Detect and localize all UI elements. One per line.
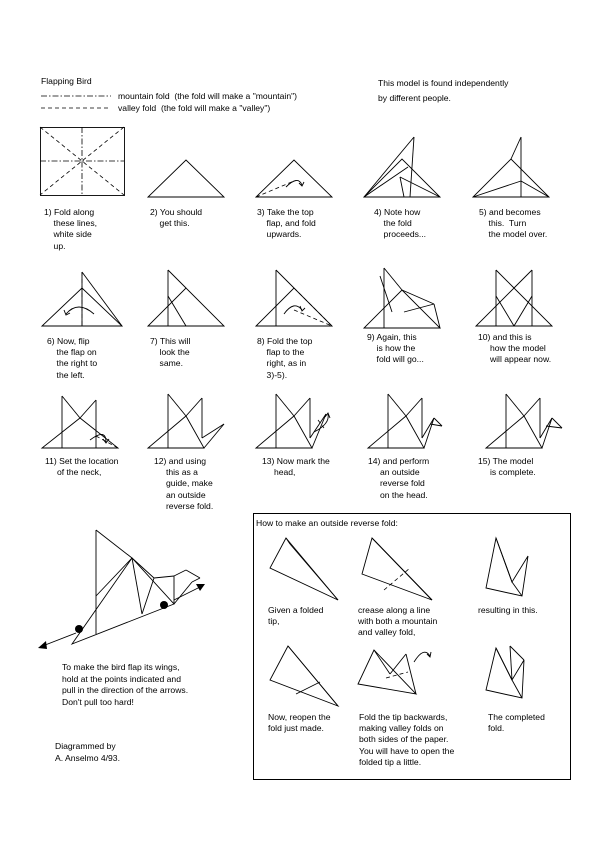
step-4-caption: 4) Note how the fold proceeds...: [374, 207, 427, 240]
step-7-caption: 7) This will look the same.: [150, 336, 191, 369]
step-6-caption: 6) Now, flip the flap on the right to the left.: [47, 336, 98, 380]
howto-step-2-figure: [358, 538, 438, 606]
step-13-caption: 13) Now mark the head,: [262, 456, 330, 478]
step-10-caption: 10) and this is how the model will appear now.: [478, 332, 552, 365]
legend-valley-fold: valley fold (the fold will make a "valley"): [118, 103, 271, 113]
step-2-figure: [148, 159, 226, 199]
flapping-bird-figure: [34, 530, 244, 655]
step-13-figure: [256, 394, 336, 450]
howto-step-2-caption: crease along a line with both a mountain and valley fold,: [358, 605, 438, 638]
diagram-title: Flapping Bird: [41, 76, 92, 86]
flap-instructions: To make the bird flap its wings, hold at the points indicated and pull in the direction of the arrows. Don't pull too hard!: [62, 662, 189, 707]
step-9-caption: 9) Again, this is how the fold will go...: [367, 332, 424, 365]
step-3-figure: [256, 159, 334, 199]
step-12-caption: 12) and using this as a guide, make an outside reverse fold.: [154, 456, 214, 511]
step-14-caption: 14) and perform an outside reverse fold on the head.: [368, 456, 430, 500]
step-5-caption: 5) and becomes this. Turn the model over.: [479, 207, 548, 240]
step-6-figure: [42, 272, 124, 328]
pull-arrow-right: [196, 584, 205, 591]
step-14-figure: [368, 394, 448, 450]
credit: Diagrammed by A. Anselmo 4/93.: [55, 741, 120, 763]
howto-step-3-figure: [484, 538, 544, 598]
step-12-figure: [148, 394, 228, 450]
howto-step-3-caption: resulting in this.: [478, 605, 538, 615]
howto-step-1-caption: Given a folded tip,: [268, 605, 324, 627]
step-5-figure: [473, 137, 553, 199]
howto-step-4-figure: [266, 646, 346, 710]
step-4-figure: [364, 137, 444, 199]
howto-step-4-caption: Now, reopen the fold just made.: [268, 712, 331, 734]
howto-step-5-caption: Fold the tip backwards, making valley folds on both sides of the paper. You will have to open the folded tip a little.: [359, 712, 455, 767]
step-2-caption: 2) You should get this.: [150, 207, 203, 229]
step-15-figure: [486, 394, 566, 450]
step-3-caption: 3) Take the top flap, and fold upwards.: [257, 207, 316, 240]
header-note: This model is found independently by different people.: [378, 78, 509, 103]
step-8-caption: 8) Fold the top flap to the right, as in 3)-5).: [257, 336, 313, 380]
legend-line-samples: [41, 92, 113, 112]
step-9-figure: [364, 268, 446, 330]
step-7-figure: [148, 270, 226, 328]
step-11-figure: [42, 396, 124, 450]
grip-point-neck: [160, 601, 168, 609]
howto-step-6-caption: The completed fold.: [488, 712, 545, 734]
howto-step-6-figure: [484, 640, 544, 700]
step-1-figure: [40, 127, 125, 197]
howto-step-5-figure: [356, 644, 442, 698]
pull-arrow-left: [38, 641, 47, 649]
step-8-figure: [256, 270, 334, 328]
howto-step-1-figure: [266, 538, 346, 606]
step-10-figure: [476, 270, 556, 328]
legend-mountain-fold: mountain fold (the fold will make a "mountain"): [118, 91, 298, 101]
step-15-caption: 15) The model is complete.: [478, 456, 536, 478]
grip-point-tail: [75, 625, 83, 633]
step-11-caption: 11) Set the location of the neck,: [45, 456, 119, 478]
step-1-caption: 1) Fold along these lines, white side up.: [44, 207, 98, 251]
howto-title: How to make an outside reverse fold:: [256, 518, 398, 528]
